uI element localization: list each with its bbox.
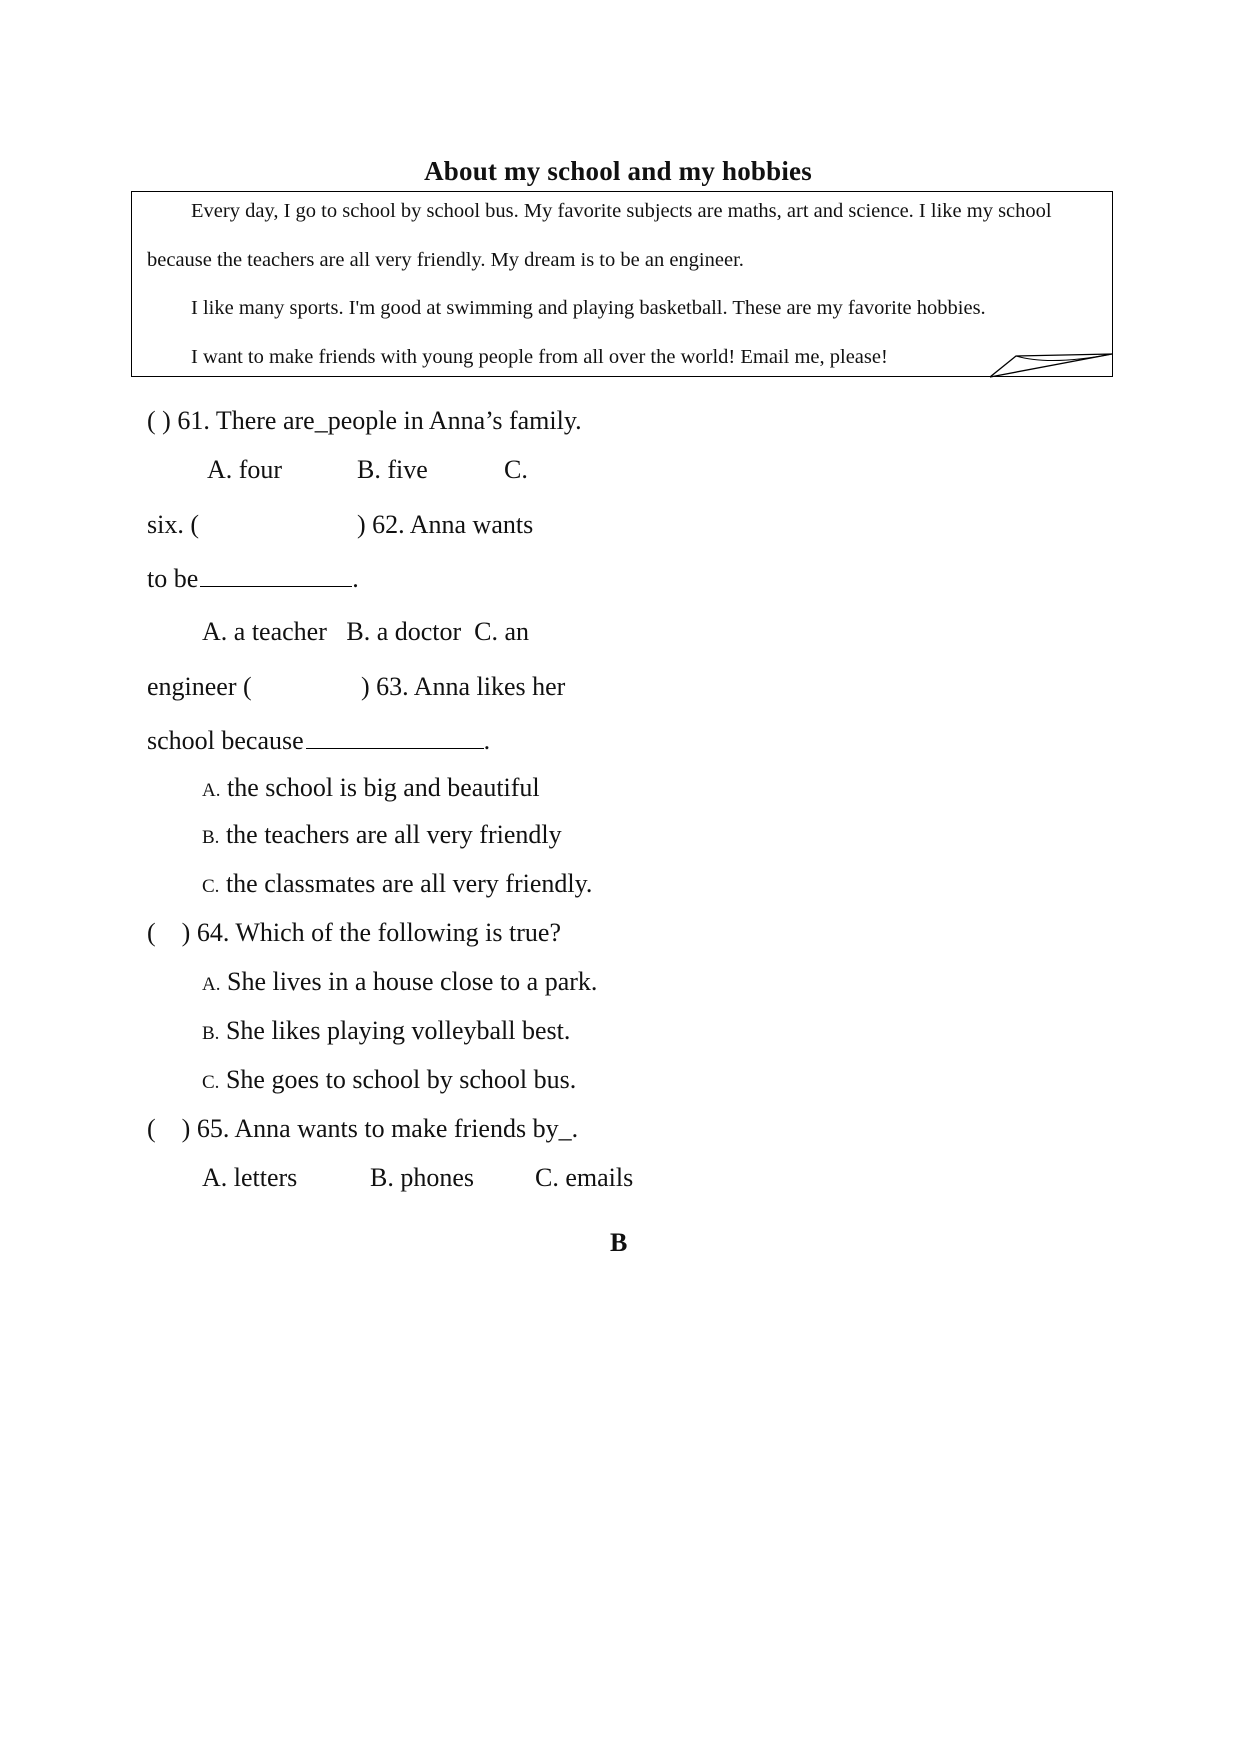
question-64-option-b <box>202 1016 570 1046</box>
question-63-line2 <box>147 726 490 756</box>
question-63-line2-end: . <box>483 726 491 755</box>
question-65-stem: ( ) 65. Anna wants to make friends by_. <box>147 1114 579 1143</box>
option-text: the teachers are all very friendly <box>219 820 562 849</box>
passage-line-3: I like many sports. I'm good at swimming and playing basketball. These are my favorite hobbies. <box>191 297 986 319</box>
answer-blank <box>306 726 484 749</box>
question-62-line1-start: six. ( <box>147 510 199 539</box>
question-64-option-c <box>202 1065 576 1095</box>
question-62-line2 <box>147 564 359 594</box>
question-62-options: A. a teacher B. a doctor C. an <box>202 617 530 646</box>
page-curl-icon <box>990 352 1115 382</box>
question-61-option-b: B. five <box>357 455 428 484</box>
question-64-stem: ( ) 64. Which of the following is true? <box>147 918 561 947</box>
question-61-stem: ( ) 61. There are_people in Anna’s family. <box>147 406 582 435</box>
option-letter: B. <box>202 1023 220 1044</box>
question-61-option-c: C. <box>504 455 528 484</box>
question-63-option-a <box>202 773 540 803</box>
section-label: B <box>610 1228 628 1257</box>
question-62-line1-end: ) 62. Anna wants <box>357 510 534 539</box>
question-64-option-a <box>202 967 597 997</box>
question-63-line1-start: engineer ( <box>147 672 252 701</box>
option-text: the school is big and beautiful <box>220 773 540 802</box>
option-letter: A. <box>202 974 221 995</box>
question-63-line1-end: ) 63. Anna likes her <box>361 672 566 701</box>
option-letter: A. <box>202 780 221 801</box>
passage-line-4: I want to make friends with young people from all over the world! Email me, please! <box>191 346 888 368</box>
question-63-option-b <box>202 820 562 850</box>
answer-blank <box>200 564 352 587</box>
question-63-line2-text: school because <box>147 726 304 755</box>
question-65-option-b: B. phones <box>370 1163 474 1192</box>
option-letter: B. <box>202 827 220 848</box>
option-text: the classmates are all very friendly. <box>219 869 593 898</box>
question-62-line2-text: to be <box>147 564 199 593</box>
option-text: She goes to school by school bus. <box>219 1065 577 1094</box>
option-text: She likes playing volleyball best. <box>219 1016 571 1045</box>
question-65-option-c: C. emails <box>535 1163 634 1192</box>
option-letter: C. <box>202 876 220 897</box>
passage-line-2: because the teachers are all very friendly. My dream is to be an engineer. <box>147 249 744 271</box>
question-63-option-c <box>202 869 592 899</box>
passage-line-1: Every day, I go to school by school bus. My favorite subjects are maths, art and science. I like my school <box>191 200 1052 222</box>
question-62-line2-end: . <box>352 564 359 593</box>
passage-title: About my school and my hobbies <box>424 156 812 186</box>
option-letter: C. <box>202 1072 220 1093</box>
question-61-option-a: A. four <box>207 455 283 484</box>
option-text: She lives in a house close to a park. <box>220 967 598 996</box>
question-65-option-a: A. letters <box>202 1163 298 1192</box>
